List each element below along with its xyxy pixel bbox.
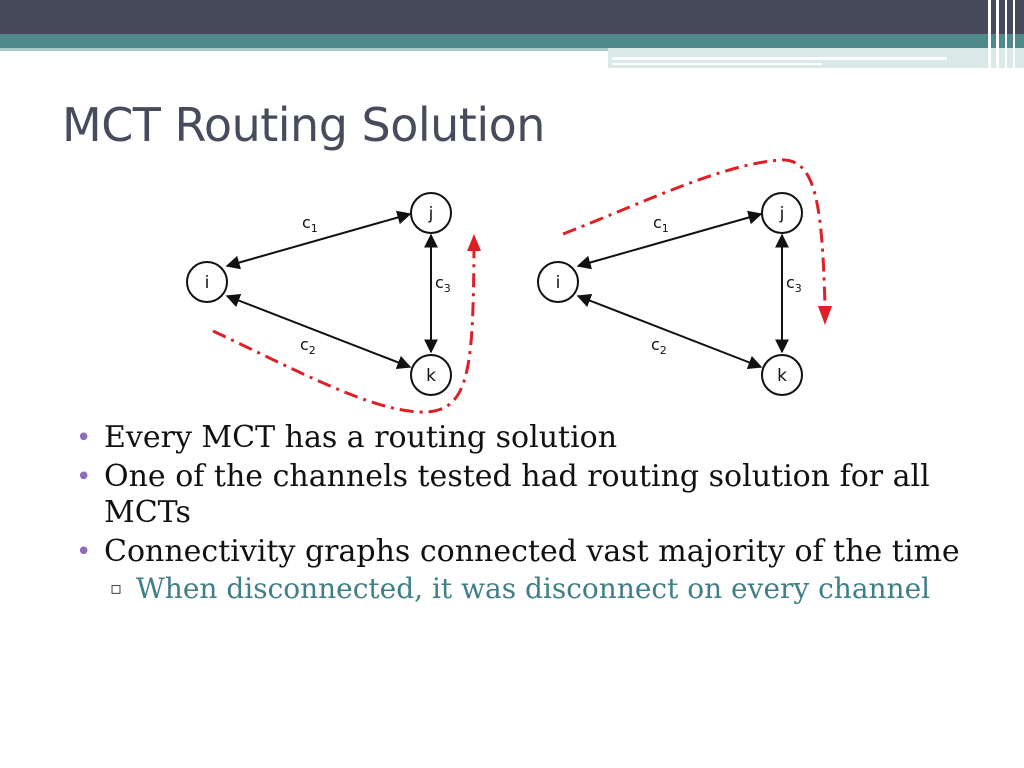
bullet-list xyxy=(72,420,972,608)
mct-graph-1 xyxy=(187,193,481,412)
node-k-label: k xyxy=(777,366,787,386)
sub-bullet-item xyxy=(104,573,972,605)
node-j-label: j xyxy=(779,204,785,224)
node-i-label: i xyxy=(555,273,561,293)
sub-bullet-marker: ▫ xyxy=(110,578,123,599)
node-j-label: j xyxy=(428,204,434,224)
bullet-marker: • xyxy=(76,423,92,453)
bullet-text: Every MCT has a routing solution xyxy=(104,420,618,455)
sub-bullet-list xyxy=(104,573,972,605)
bullet-item xyxy=(72,459,972,531)
bullet-text: One of the channels tested had routing solution for all MCTs xyxy=(104,459,930,530)
bullet-marker: • xyxy=(76,462,92,492)
edge-c3-label: $c_3$ xyxy=(435,273,451,295)
bullet-text: Connectivity graphs connected vast majority of the time xyxy=(104,534,960,569)
routing-diagrams xyxy=(0,150,1024,420)
node-i-label: i xyxy=(204,273,210,293)
mct-graph-2 xyxy=(538,160,832,395)
header-band xyxy=(0,0,1024,72)
edge-c1-label: $c_1$ xyxy=(302,213,318,235)
edge-c3-label: $c_3$ xyxy=(786,273,802,295)
node-k-label: k xyxy=(426,366,436,386)
bullet-item xyxy=(72,420,972,456)
slide-title: MCT Routing Solution xyxy=(62,98,545,152)
route-arrowhead-1 xyxy=(467,234,481,251)
edge-c2-label: $c_2$ xyxy=(300,335,316,357)
bullet-item xyxy=(72,534,972,605)
route-arrowhead-2 xyxy=(818,306,832,325)
sub-bullet-text: When disconnected, it was disconnect on every channel xyxy=(136,572,931,605)
edge-c2-label: $c_2$ xyxy=(651,335,667,357)
bullet-marker: • xyxy=(76,537,92,567)
edge-c1-label: $c_1$ xyxy=(653,213,669,235)
